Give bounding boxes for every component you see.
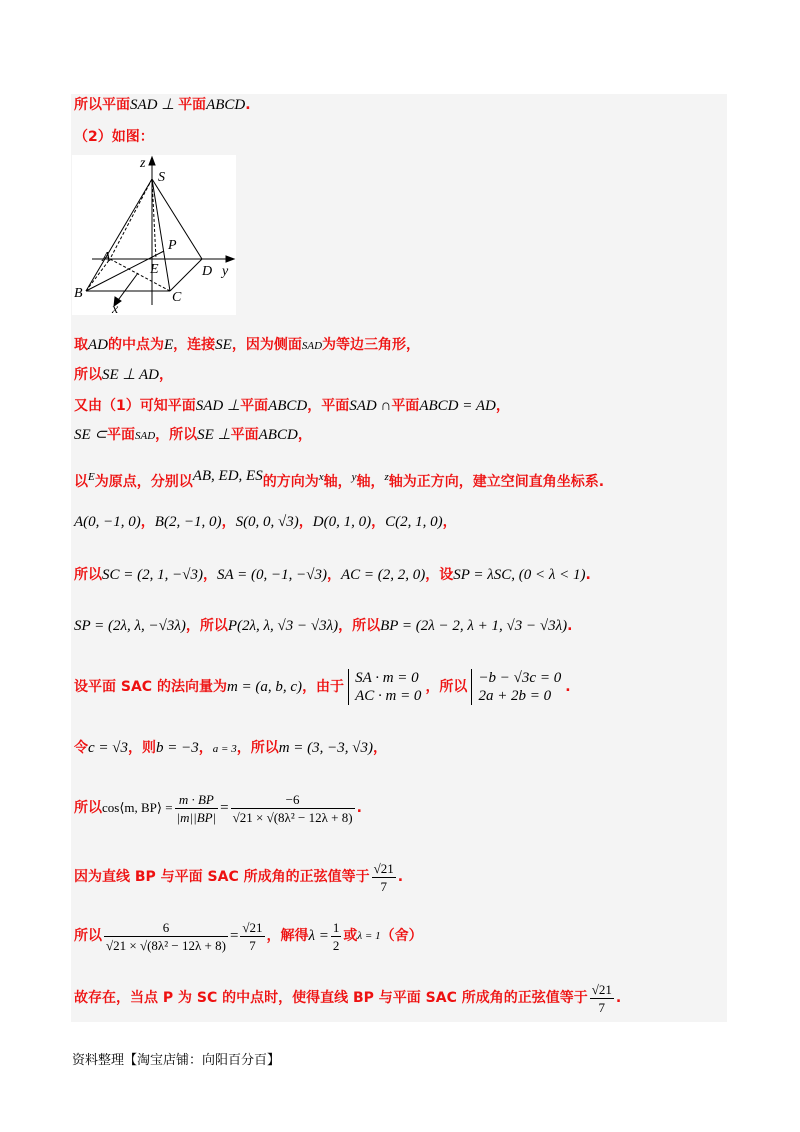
line-sine-given: 因为直线 BP 与平面 SAC 所成角的正弦值等于 $\frac{√21}{7}$ . [74,860,404,894]
footer-source: 资料整理【淘宝店铺：向阳百分百】 [72,1053,281,1068]
fraction-cos-2: $\frac{-6}{\text{√21 × √(8λ² − 12λ + 8)}}$ [232,791,353,825]
fraction-sqrt21-over-7: $\frac{√21}{7}$ [373,860,394,894]
label-y: y [222,264,229,279]
line-se-perp-ad: 所以SE ⊥ AD， [74,367,173,383]
label-D: D [202,264,213,279]
system-2: −b − √3c = 0 2a + 2b = 0 [471,669,561,705]
fraction-cos-1: $\frac{m \cdot BP}{|m||BP|}$ [176,791,217,825]
pyramid-figure [72,155,236,315]
line-sp-bp: SP = (2λ, λ, −√3λ)，所以P(2λ, λ, √3 − √3λ)，所以BP = (2λ − 2, λ + 1, √3 − √3λ). [74,618,573,634]
fraction-equation-left: $\frac{6}{\text{√21 × √(8λ² − 12λ + 8)}}$ [106,919,226,953]
line-cosine: 所以 cos⟨m, BP⟩ = $\frac{m \cdot BP}{|m||BP|}$ = $\frac{-6}{\text{√21 × √(8λ² − 12λ + 8)}}$ . [74,791,362,825]
line-take-midpoint: 取AD的中点为E，连接SE，因为侧面SAD为等边三角形， [74,337,421,353]
label-z: z [140,156,146,171]
pyramid-diagram [72,155,236,315]
label-E: E [150,262,159,277]
label-P: P [168,238,177,253]
line-point-coordinates: A(0, −1, 0)，B(2, −1, 0)，S(0, 0, √3)，D(0, 1, 0)，C(2, 1, 0)， [74,514,457,530]
line-solve-lambda: 所以 $\frac{6}{\text{√21 × √(8λ² − 12λ + 8)}}$ = $\frac{√21}{7}$ ，解得 λ = $\frac{1}{2}$ 或 λ = 1 （舍） [74,919,423,953]
part-2-heading: （2）如图： [74,129,154,145]
line-se-perp-plane: SE ⊂平面SAD，所以SE ⊥平面ABCD， [74,427,312,443]
fraction-one-half: $\frac{1}{2}$ [332,919,340,953]
label-C: C [172,290,182,305]
fraction-final: $\frac{√21}{7}$ [591,981,612,1015]
line-vectors: 所以SC = (2, 1, −√3)，SA = (0, −1, −√3)，AC = (2, 2, 0)，设SP = λSC, (0 < λ < 1). [74,567,591,583]
fraction-equation-right: $\frac{√21}{7}$ [242,919,263,953]
line-normal-vector: 设平面 SAC 的法向量为 m = (a, b, c) ，由于 SA · m = 0 AC · m = 0 ，所以 −b − √3c = 0 2a + 2b = 0 . [74,670,571,704]
label-x: x [112,302,119,315]
line-final-conclusion: 故存在，当点 P 为 SC 的中点时，使得直线 BP 与平面 SAC 所成角的正弦值等于 $\frac{√21}{7}$ . [74,981,622,1015]
line-conclusion-1: 所以平面SAD ⊥ 平面ABCD. [74,97,251,113]
line-planes-perp: 又由（1）可知平面SAD ⊥平面ABCD，平面SAD ∩平面ABCD = AD， [74,398,510,414]
line-coordinate-system: 以$^E$为原点，分别以AB, ED, ES的方向为$^x$轴，$^y$轴，$^z$轴为正方向，建立空间直角坐标系. [74,468,605,490]
label-S: S [158,170,165,185]
label-B: B [74,286,83,301]
label-A: A [102,250,111,265]
system-1: SA · m = 0 AC · m = 0 [348,669,421,705]
line-let-c: 令c = √3，则b = −3，a = 3，所以m = (3, −3, √3)， [74,740,388,756]
